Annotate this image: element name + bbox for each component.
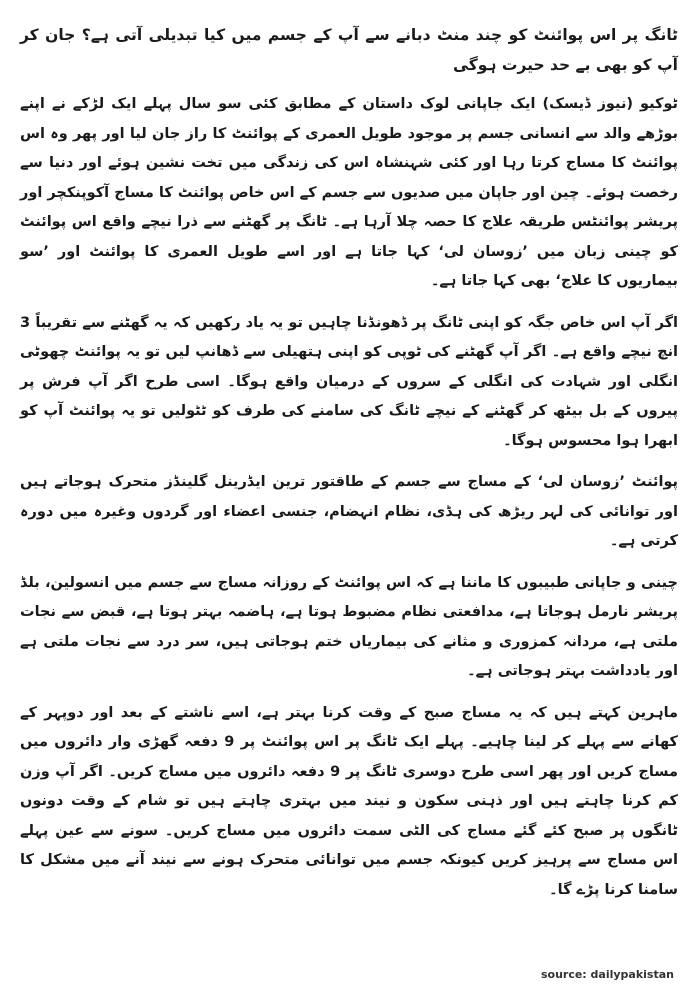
article-paragraph-2: اگر آپ اس خاص جگہ کو اپنی ٹانگ پر ڈھونڈنا چاہیں تو یہ یاد رکھیں کہ یہ گھٹنے سے تقریباً 3 انچ نیچے واقع ہے۔ اگر آپ گھٹنے کی ٹوپی کو اپنی ہتھیلی سے ڈھانپ لیں تو یہ پوائنٹ چھوٹی انگلی اور شہادت کی انگلی کے سروں کے درمیان واقع ہوگا۔ اسی طرح اگر آپ فرش پر پیروں کے بل بیٹھ کر گھٹنے کے نیچے ٹانگ کی سامنے کی طرف کو ٹٹولیں تو یہ پوائنٹ آپ کو ابھرا ہوا محسوس ہوگا۔ (20, 314, 678, 449)
article-title: ٹانگ پر اس پوائنٹ کو چند منٹ دبانے سے آپ کے جسم میں کیا تبدیلی آتی ہے؟ جان کر آپ کو بھی بے حد حیرت ہوگی (20, 26, 678, 74)
source-credit: source: dailypakistan (540, 968, 674, 981)
article-paragraph-5: ماہرین کہتے ہیں کہ یہ مساج صبح کے وقت کرنا بہتر ہے، اسے ناشتے کے بعد اور دوپہر کے کھانے سے پہلے کر لینا چاہیے۔ پہلے ایک ٹانگ پر اس پوائنٹ پر 9 دفعہ گھڑی وار دائروں میں مساج کریں اور پھر اسی طرح دوسری ٹانگ پر 9 دفعہ دائروں میں مساج کریں۔ اگر آپ وزن کم کرنا چاہتے ہیں اور ذہنی سکون و نیند میں بہتری چاہتے ہیں تو شام کے وقت دونوں ٹانگوں پر صبح کئے گئے مساج کی الٹی سمت دائروں میں مساج کریں۔ سونے سے عین پہلے اس مساج سے پرہیز کریں کیونکہ جسم میں توانائی متحرک ہونے سے نیند آنے میں مشکل کا سامنا کرنا پڑے گا۔ (20, 704, 679, 898)
article-paragraph-4: چینی و جاپانی طبیبوں کا ماننا ہے کہ اس پوائنٹ کے روزانہ مساج سے جسم میں انسولین، بلڈ پریشر نارمل ہوجاتا ہے، مدافعتی نظام مضبوط ہوتا ہے، ہاضمہ بہتر ہوتا ہے، قبض سے نجات ملتی ہے، مردانہ کمزوری و مثانے کی بیماریاں ختم ہوجاتی ہیں، سر درد سے نجات ملتی ہے اور یادداشت بہتر ہوجاتی ہے۔ (20, 574, 678, 679)
article-paragraph-3: پوائنٹ ’زوسان لی‘ کے مساج سے جسم کے طاقتور ترین ایڈرینل گلینڈز متحرک ہوجاتے ہیں اور توانائی کی لہر ریڑھ کی ہڈی، نظام انہضام، جنسی اعضاء اور گردوں وغیرہ میں دورہ کرتی ہے۔ (20, 474, 678, 549)
article-paragraph-1: ٹوکیو (نیوز ڈیسک) ایک جاپانی لوک داستان کے مطابق کئی سو سال پہلے ایک لڑکے نے اپنے بوڑھے والد سے انسانی جسم پر موجود طویل العمری کے پوائنٹ کا راز جان لیا اور پھر وہ اس پوائنٹ کا مساج کرتا رہا اور کئی شہنشاہ اس کی زندگی میں تخت نشین ہوئے اور دنیا سے رخصت ہوئے۔ چین اور جاپان میں صدیوں سے جسم کے اس خاص پوائنٹ کا مساج آکوپنکچر اور پریشر پوائنٹس طریقہ علاج کا حصہ چلا آرہا ہے۔ ٹانگ پر گھٹنے سے ذرا نیچے واقع اس پوائنٹ کو چینی زبان میں ’زوسان لی‘ کہا جاتا ہے اور اسے طویل العمری کا پوائنٹ اور ’سو بیماریوں کا علاج‘ بھی کہا جاتا ہے۔ (20, 96, 678, 289)
